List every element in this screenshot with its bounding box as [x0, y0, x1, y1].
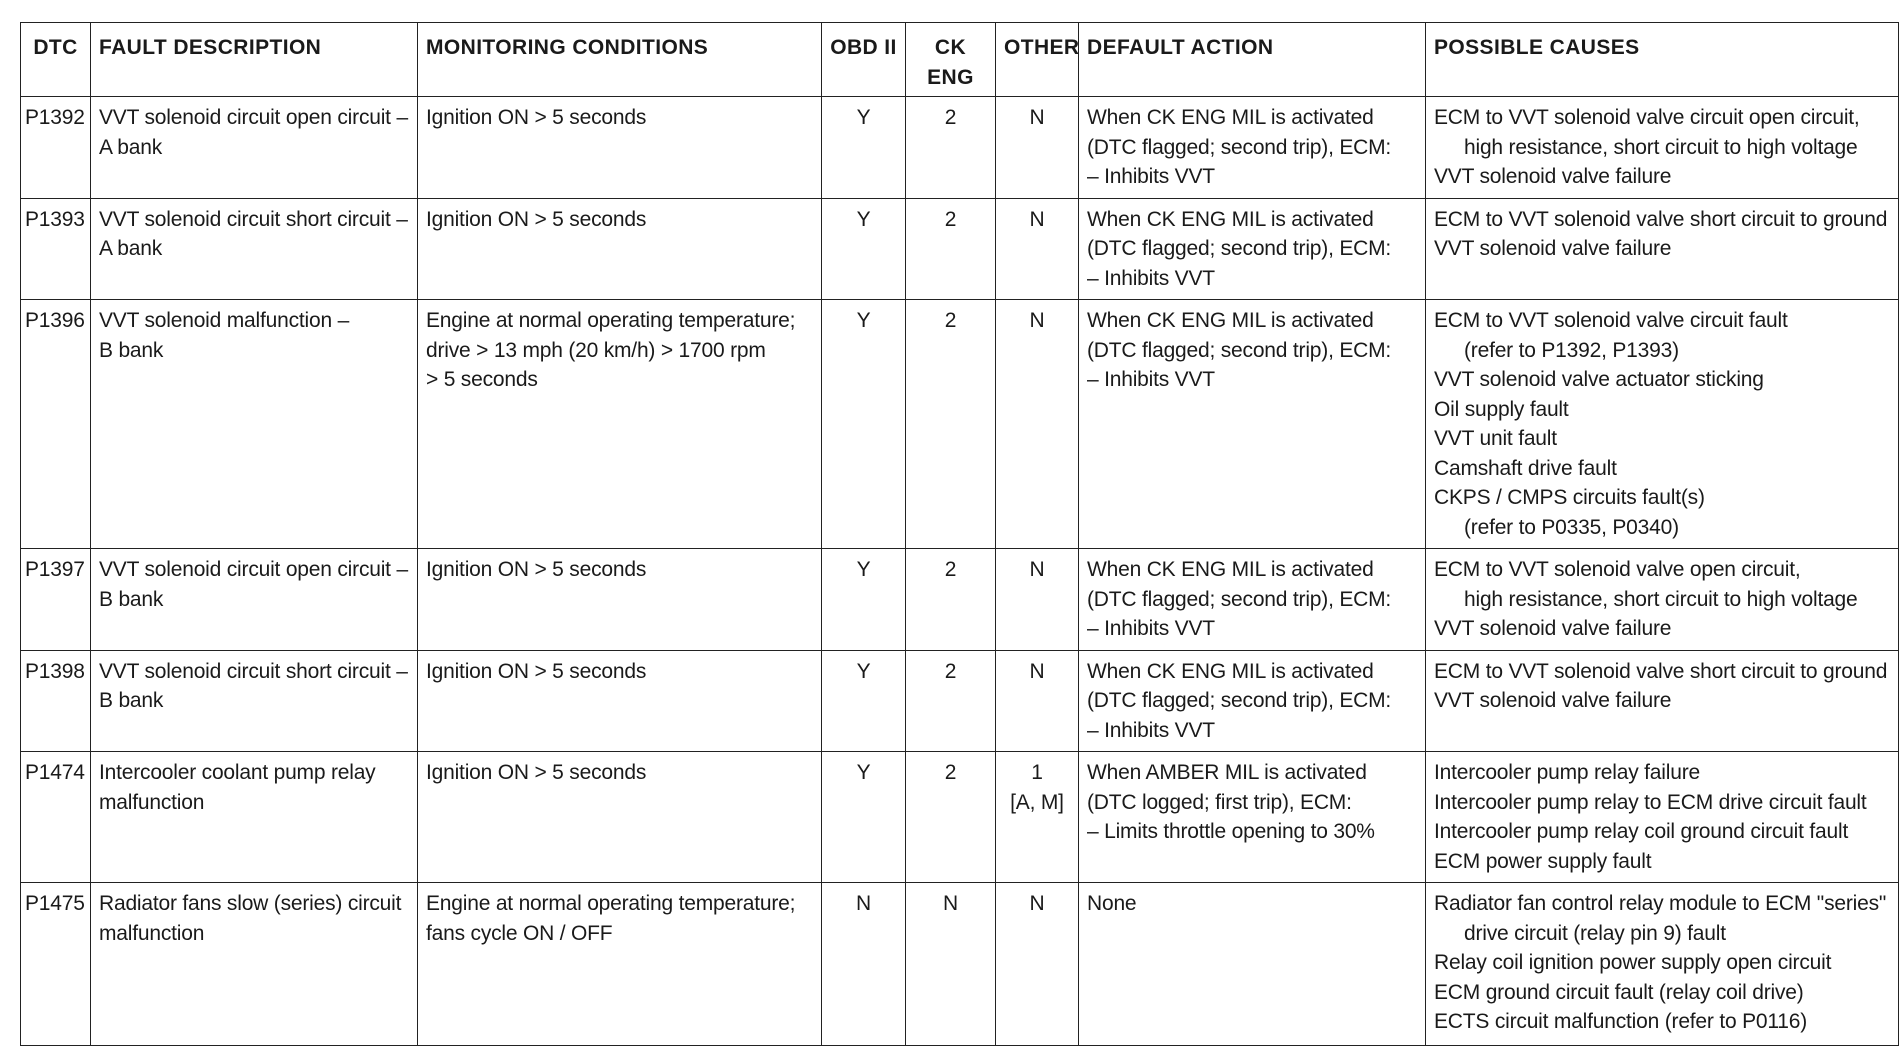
- possible-causes-cell: [1426, 97, 1899, 199]
- possible-cause-line: (refer to P0335, P0340): [1464, 515, 1679, 539]
- default-action-line: (DTC flagged; second trip), ECM:: [1087, 338, 1392, 362]
- possible-cause-line: VVT solenoid valve failure: [1434, 617, 1672, 640]
- obd-ii-cell: Y: [822, 198, 906, 300]
- possible-cause-line: Intercooler pump relay coil ground circuit fault: [1434, 820, 1849, 843]
- other-cell: [996, 883, 1079, 1046]
- default-action-line: – Inhibits VVT: [1087, 266, 1215, 290]
- default-action-line: (DTC flagged; second trip), ECM:: [1087, 135, 1392, 159]
- default-action-cell: [1079, 97, 1426, 199]
- table-body: [21, 97, 1899, 1046]
- header-obd-ii: OBD II: [822, 23, 906, 97]
- ck-eng-cell: 2: [906, 752, 996, 883]
- default-action-cell: [1079, 300, 1426, 549]
- obd-ii-cell: Y: [822, 97, 906, 199]
- monitoring-conditions-cell: [418, 549, 822, 651]
- possible-causes-cell: [1426, 549, 1899, 651]
- possible-causes-cell: [1426, 198, 1899, 300]
- fault-description-line: VVT solenoid malfunction –: [99, 309, 350, 332]
- table-row: [21, 752, 1899, 883]
- possible-cause-line: VVT solenoid valve failure: [1434, 689, 1672, 712]
- default-action-cell: [1079, 883, 1426, 1046]
- default-action-line: When CK ENG MIL is activated: [1087, 558, 1374, 581]
- other-cell: [996, 650, 1079, 752]
- fault-description-cell: [91, 650, 418, 752]
- monitoring-line: Ignition ON > 5 seconds: [426, 207, 647, 231]
- other-line: [A, M]: [1010, 790, 1064, 814]
- table-header: [21, 23, 1899, 97]
- fault-description-line: malfunction: [99, 921, 205, 945]
- possible-cause-line: ECM to VVT solenoid valve open circuit,: [1434, 558, 1801, 581]
- default-action-line: – Limits throttle opening to 30%: [1087, 820, 1375, 843]
- possible-cause-line: ECM to VVT solenoid valve short circuit to ground: [1434, 659, 1888, 683]
- fault-description-line: Radiator fans slow (series) circuit: [99, 892, 402, 915]
- other-line: N: [1029, 309, 1045, 332]
- possible-causes-cell: [1426, 300, 1899, 549]
- default-action-line: (DTC flagged; second trip), ECM:: [1087, 237, 1392, 260]
- default-action-line: – Inhibits VVT: [1087, 368, 1215, 391]
- ck-eng-cell: 2: [906, 300, 996, 549]
- fault-description-line: VVT solenoid circuit open circuit –: [99, 106, 408, 129]
- possible-cause-line: ECM to VVT solenoid valve circuit open circuit,: [1434, 106, 1860, 129]
- default-action-line: (DTC flagged; second trip), ECM:: [1087, 587, 1392, 611]
- other-cell: [996, 198, 1079, 300]
- default-action-line: – Inhibits VVT: [1087, 617, 1215, 640]
- default-action-line: When CK ENG MIL is activated: [1087, 309, 1374, 332]
- header-default-action: DEFAULT ACTION: [1079, 23, 1426, 97]
- default-action-cell: [1079, 650, 1426, 752]
- table-row: [21, 300, 1899, 549]
- monitoring-conditions-cell: [418, 650, 822, 752]
- possible-cause-line: ECM ground circuit fault (relay coil drive): [1434, 980, 1804, 1004]
- fault-description-line: A bank: [99, 237, 163, 260]
- possible-cause-line: Radiator fan control relay module to ECM "series": [1434, 892, 1887, 915]
- obd-ii-cell: N: [822, 883, 906, 1046]
- table-row: [21, 97, 1899, 199]
- possible-cause-line: Relay coil ignition power supply open circuit: [1434, 951, 1832, 974]
- monitoring-line: Ignition ON > 5 seconds: [426, 558, 647, 581]
- possible-cause-line: high resistance, short circuit to high voltage: [1464, 135, 1858, 159]
- dtc-code-cell: P1393: [21, 198, 91, 300]
- obd-ii-cell: Y: [822, 650, 906, 752]
- possible-cause-line: (refer to P1392, P1393): [1464, 338, 1679, 362]
- fault-description-line: VVT solenoid circuit short circuit –: [99, 659, 408, 683]
- fault-description-cell: [91, 300, 418, 549]
- header-other: OTHER: [996, 23, 1079, 97]
- possible-causes-cell: [1426, 883, 1899, 1046]
- possible-cause-line: Camshaft drive fault: [1434, 456, 1617, 480]
- monitoring-conditions-cell: [418, 883, 822, 1046]
- monitoring-line: Engine at normal operating temperature;: [426, 892, 796, 915]
- other-cell: [996, 300, 1079, 549]
- table-row: [21, 549, 1899, 651]
- table-row: [21, 650, 1899, 752]
- possible-cause-line: ECM power supply fault: [1434, 849, 1652, 873]
- fault-description-line: B bank: [99, 689, 164, 712]
- possible-cause-line: ECM to VVT solenoid valve short circuit to ground: [1434, 207, 1888, 231]
- default-action-cell: [1079, 198, 1426, 300]
- fault-description-line: B bank: [99, 587, 164, 611]
- monitoring-conditions-cell: [418, 752, 822, 883]
- fault-description-line: A bank: [99, 135, 163, 159]
- fault-description-line: Intercooler coolant pump relay: [99, 761, 376, 784]
- fault-description-cell: [91, 97, 418, 199]
- fault-description-line: VVT solenoid circuit short circuit –: [99, 207, 408, 231]
- monitoring-line: > 5 seconds: [426, 368, 538, 391]
- other-cell: [996, 752, 1079, 883]
- dtc-code-cell: P1475: [21, 883, 91, 1046]
- default-action-line: When CK ENG MIL is activated: [1087, 207, 1374, 231]
- possible-cause-line: drive circuit (relay pin 9) fault: [1464, 921, 1726, 945]
- ck-eng-cell: 2: [906, 650, 996, 752]
- monitoring-conditions-cell: [418, 198, 822, 300]
- possible-cause-line: Oil supply fault: [1434, 397, 1569, 421]
- other-line: N: [1029, 892, 1045, 915]
- header-monitoring-conditions: MONITORING CONDITIONS: [418, 23, 822, 97]
- other-line: N: [1029, 207, 1045, 231]
- possible-cause-line: CKPS / CMPS circuits fault(s): [1434, 486, 1705, 509]
- default-action-line: (DTC flagged; second trip), ECM:: [1087, 689, 1392, 712]
- table-row: [21, 198, 1899, 300]
- header-possible-causes: POSSIBLE CAUSES: [1426, 23, 1899, 97]
- fault-description-line: B bank: [99, 338, 164, 362]
- monitoring-line: Ignition ON > 5 seconds: [426, 659, 647, 683]
- other-line: 1: [1031, 761, 1043, 784]
- other-cell: [996, 549, 1079, 651]
- possible-causes-cell: [1426, 752, 1899, 883]
- obd-ii-cell: Y: [822, 300, 906, 549]
- fault-description-cell: [91, 883, 418, 1046]
- possible-cause-line: Intercooler pump relay to ECM drive circuit fault: [1434, 790, 1867, 814]
- default-action-line: None: [1087, 892, 1137, 915]
- other-cell: [996, 97, 1079, 199]
- fault-description-line: malfunction: [99, 790, 205, 814]
- ck-eng-cell: 2: [906, 549, 996, 651]
- dtc-code-cell: P1396: [21, 300, 91, 549]
- other-line: N: [1029, 106, 1045, 129]
- header-fault-description: FAULT DESCRIPTION: [91, 23, 418, 97]
- monitoring-conditions-cell: [418, 300, 822, 549]
- fault-description-cell: [91, 198, 418, 300]
- default-action-line: (DTC logged; first trip), ECM:: [1087, 790, 1352, 814]
- monitoring-line: Engine at normal operating temperature;: [426, 309, 796, 332]
- default-action-line: When CK ENG MIL is activated: [1087, 106, 1374, 129]
- dtc-code-cell: P1474: [21, 752, 91, 883]
- obd-ii-cell: Y: [822, 752, 906, 883]
- default-action-line: When CK ENG MIL is activated: [1087, 659, 1374, 683]
- default-action-cell: [1079, 752, 1426, 883]
- possible-cause-line: VVT unit fault: [1434, 427, 1557, 450]
- obd-ii-cell: Y: [822, 549, 906, 651]
- dtc-table: [20, 22, 1899, 1046]
- header-ck-eng: CK ENG: [906, 23, 996, 97]
- possible-cause-line: high resistance, short circuit to high voltage: [1464, 587, 1858, 611]
- default-action-line: – Inhibits VVT: [1087, 165, 1215, 188]
- possible-cause-line: ECM to VVT solenoid valve circuit fault: [1434, 309, 1788, 332]
- header-dtc: DTC: [21, 23, 91, 97]
- ck-eng-cell: 2: [906, 198, 996, 300]
- fault-description-line: VVT solenoid circuit open circuit –: [99, 558, 408, 581]
- monitoring-line: Ignition ON > 5 seconds: [426, 761, 647, 784]
- possible-cause-line: ECTS circuit malfunction (refer to P0116): [1434, 1010, 1808, 1033]
- other-line: N: [1029, 659, 1045, 683]
- possible-cause-line: VVT solenoid valve failure: [1434, 237, 1672, 260]
- default-action-cell: [1079, 549, 1426, 651]
- ck-eng-cell: 2: [906, 97, 996, 199]
- dtc-code-cell: P1392: [21, 97, 91, 199]
- possible-cause-line: VVT solenoid valve failure: [1434, 165, 1672, 188]
- possible-cause-line: VVT solenoid valve actuator sticking: [1434, 368, 1764, 391]
- monitoring-line: Ignition ON > 5 seconds: [426, 106, 647, 129]
- ck-eng-cell: N: [906, 883, 996, 1046]
- dtc-code-cell: P1398: [21, 650, 91, 752]
- table-row: [21, 883, 1899, 1046]
- monitoring-line: drive > 13 mph (20 km/h) > 1700 rpm: [426, 338, 766, 362]
- default-action-line: – Inhibits VVT: [1087, 718, 1215, 742]
- monitoring-line: fans cycle ON / OFF: [426, 921, 613, 945]
- dtc-code-cell: P1397: [21, 549, 91, 651]
- other-line: N: [1029, 558, 1045, 581]
- monitoring-conditions-cell: [418, 97, 822, 199]
- possible-causes-cell: [1426, 650, 1899, 752]
- possible-cause-line: Intercooler pump relay failure: [1434, 761, 1700, 784]
- fault-description-cell: [91, 549, 418, 651]
- fault-description-cell: [91, 752, 418, 883]
- default-action-line: When AMBER MIL is activated: [1087, 761, 1367, 784]
